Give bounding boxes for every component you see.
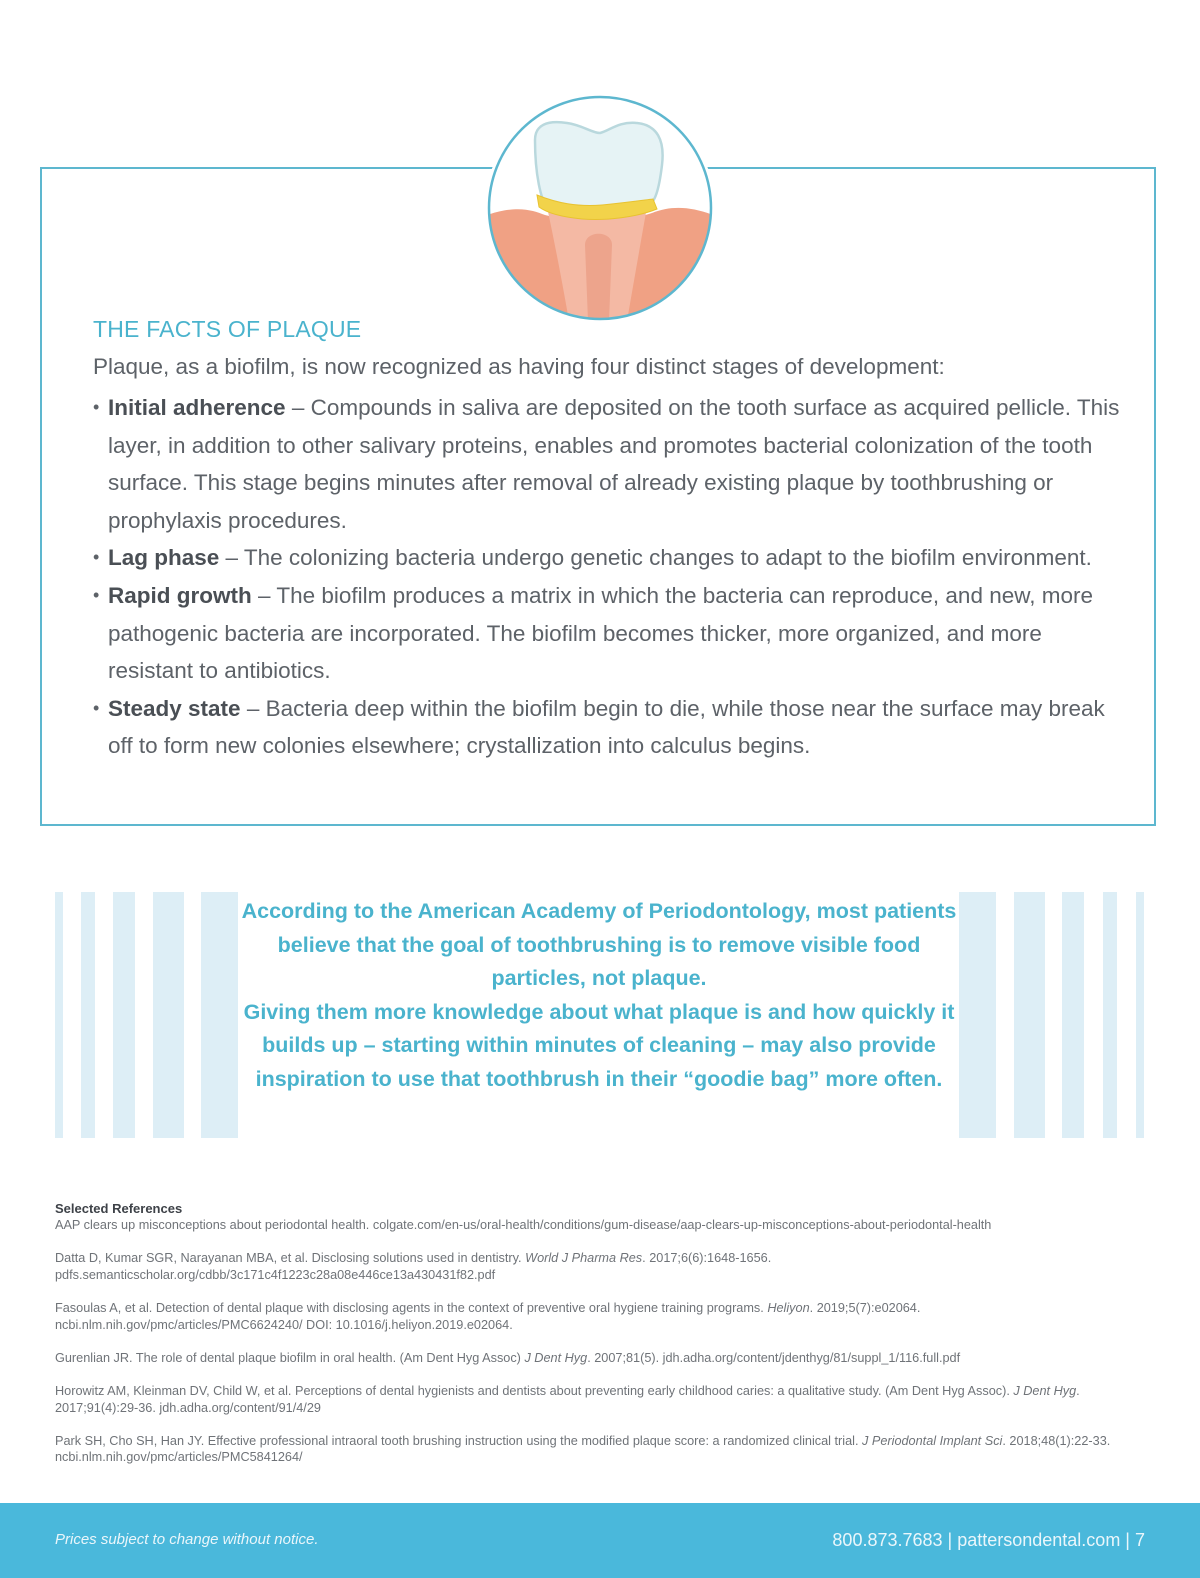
- stage-description: – The colonizing bacteria undergo genetic changes to adapt to the biofilm environment.: [219, 545, 1092, 571]
- stripe-decoration: [1103, 892, 1117, 1138]
- stripe-decoration: [1014, 892, 1045, 1138]
- footer-bar: [0, 1503, 1200, 1578]
- reference-item: Horowitz AM, Kleinman DV, Child W, et al. Perceptions of dental hygienists and dentists about preventing early childhood caries: a qualitative study. (Am Dent Hyg Assoc). J Dent Hyg. 2017;91(4):29-36. jdh.adha.org/content/91/4/29: [55, 1383, 1080, 1415]
- tooth-illustration-icon: [487, 95, 713, 321]
- footer-disclaimer: Prices subject to change without notice.: [55, 1531, 319, 1548]
- bullet-icon: •: [93, 697, 100, 718]
- facts-intro: Plaque, as a biofilm, is now recognized as having four distinct stages of development:: [93, 354, 945, 379]
- callout-paragraph: According to the American Academy of Periodontology, most patients believe that the goal of toothbrushing is to remove visible food particles, not plaque.: [241, 899, 957, 991]
- reference-item: Gurenlian JR. The role of dental plaque biofilm in oral health. (Am Dent Hyg Assoc) J Dent Hyg. 2007;81(5). jdh.adha.org/content/jdenthyg/81/suppl_1/116.full.pdf: [55, 1350, 961, 1365]
- stage-list: [93, 389, 1123, 765]
- bullet-icon: •: [93, 584, 100, 605]
- callout-quote: [240, 895, 958, 1097]
- stage-item-initial-adherence: [93, 389, 1123, 539]
- reference-item: AAP clears up misconceptions about periodontal health. colgate.com/en-us/oral-health/conditions/gum-disease/aap-clears-up-misconceptions-about-periodontal-health: [55, 1218, 992, 1232]
- stage-item-lag-phase: [93, 539, 1123, 577]
- bullet-icon: •: [93, 547, 100, 568]
- stripe-decoration: [1136, 892, 1144, 1138]
- footer-contact: 800.873.7683 | pattersondental.com | 7: [832, 1530, 1145, 1550]
- references-section: [55, 1201, 1155, 1483]
- stage-description: – Compounds in saliva are deposited on the tooth surface as acquired pellicle. This layer, in addition to other salivary proteins, enables and promotes bacterial colonization of the tooth surface. This stage begins minutes after removal of already existing plaque by toothbrushing or prophylaxis procedures.: [108, 395, 1120, 533]
- stripe-decoration: [1062, 892, 1084, 1138]
- stripe-decoration: [153, 892, 184, 1138]
- reference-item: Datta D, Kumar SGR, Narayanan MBA, et al. Disclosing solutions used in dentistry. World J Pharma Res. 2017;6(6):1648-1656. pdfs.semanticscholar.org/cdbb/3c171c4f1223c28a08e446ce13a430431f82.pdf: [55, 1251, 772, 1282]
- stage-description: – Bacteria deep within the biofilm begin to die, while those near the surface may break off to form new colonies elsewhere; crystallization into calculus begins.: [108, 695, 1105, 759]
- stripe-decoration: [959, 892, 996, 1138]
- stage-term: Rapid growth: [108, 582, 252, 608]
- stripe-decoration: [81, 892, 95, 1138]
- stage-term: Lag phase: [108, 545, 220, 571]
- callout-paragraph: Giving them more knowledge about what plaque is and how quickly it builds up – starting within minutes of cleaning – may also provide inspiration to use that toothbrush in their “goodie bag” more often.: [243, 999, 955, 1091]
- reference-item: Fasoulas A, et al. Detection of dental plaque with disclosing agents in the context of preventive oral hygiene training programs. Heliyon. 2019;5(7):e02064. ncbi.nlm.nih.gov/pmc/articles/PMC6624240/ DOI: 10.1016/j.heliyon.2019.e02064.: [55, 1300, 921, 1332]
- reference-item: Park SH, Cho SH, Han JY. Effective professional intraoral tooth brushing instruction using the modified plaque score: a randomized clinical trial. J Periodontal Implant Sci. 2018;48(1):22-33. ncbi.nlm.nih.gov/pmc/articles/PMC5841264/: [55, 1433, 1111, 1465]
- stripe-decoration: [55, 892, 63, 1138]
- facts-title: THE FACTS OF PLAQUE: [93, 316, 362, 342]
- bullet-icon: •: [93, 397, 100, 417]
- stage-item-steady-state: [93, 690, 1123, 765]
- stage-term: Initial adherence: [108, 395, 286, 420]
- stage-term: Steady state: [108, 695, 241, 721]
- stage-item-rapid-growth: [93, 577, 1123, 690]
- references-heading: Selected References: [55, 1201, 183, 1216]
- stripe-decoration: [201, 892, 238, 1138]
- stripe-decoration: [113, 892, 135, 1138]
- stage-description: – The biofilm produces a matrix in which the bacteria can reproduce, and new, more pathogenic bacteria are incorporated. The biofilm becomes thicker, more organized, and more resistant to antibiotics.: [108, 582, 1094, 684]
